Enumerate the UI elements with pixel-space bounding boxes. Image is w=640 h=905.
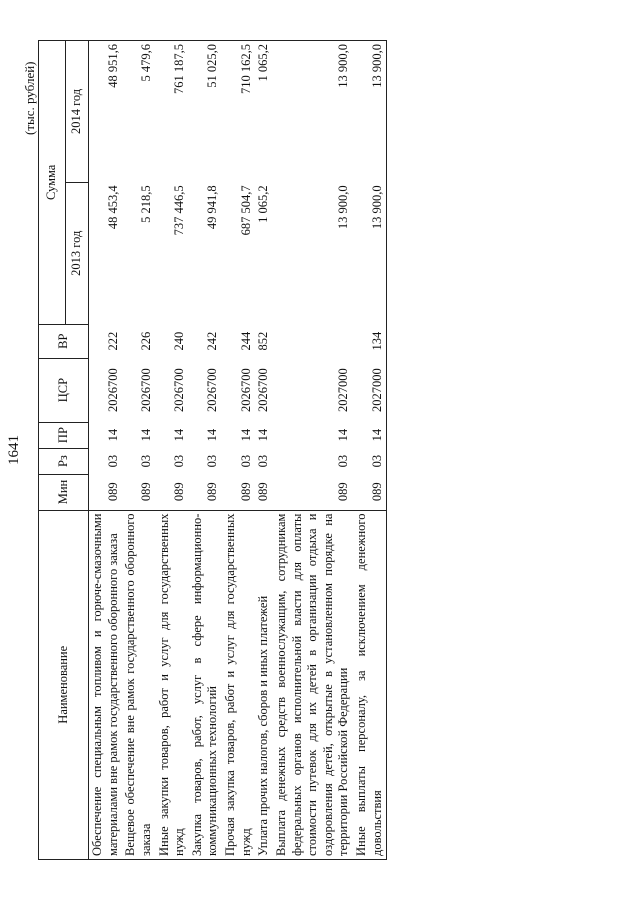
row-rz: 03 (238, 454, 253, 468)
units-note: (тыс. рублей) (22, 61, 37, 135)
row-name: Прочая закупка товаров, работ и услуг для государственных нужд (222, 510, 255, 859)
row-amount-2014: 13 900,0 (273, 41, 353, 183)
row-name: Выплата денежных средств военнослужащим, сотрудникам федеральных органов исполнительной власти для оплаты стоимости путевок для их детей в организации отдыха и оздоровления детей, открытые в установленном порядке на территории Российской Федерации (273, 510, 353, 859)
row-vr: 226 (138, 331, 153, 351)
row-rz: 03 (205, 454, 220, 468)
table-row (273, 41, 353, 860)
row-vr: 244 (238, 331, 253, 351)
header-pr: ПР (39, 422, 89, 448)
row-name: Иные закупки товаров, работ и услуг для государственных нужд (156, 510, 189, 859)
row-amount-2014: 13 900,0 (353, 41, 387, 183)
row-vr: 852 (256, 331, 271, 351)
row-vr (273, 324, 353, 358)
header-year-2013: 2013 год (66, 182, 89, 324)
row-rz: 03 (105, 454, 120, 468)
row-vr: 222 (105, 331, 120, 351)
row-amount-2013: 737 446,5 (172, 185, 187, 236)
row-min: 089 (105, 482, 120, 502)
row-min: 089 (138, 482, 153, 502)
row-min: 089 (172, 482, 187, 502)
table-row (222, 41, 255, 860)
row-csr: 2026700 (238, 368, 253, 412)
page-number: 1641 (6, 435, 22, 465)
table-body (89, 41, 387, 860)
row-csr: 2027000 (353, 358, 387, 422)
row-name: Иные выплаты персоналу, за исключением денежного довольствия (353, 510, 387, 859)
row-rz: 03 (138, 454, 153, 468)
row-pr: 14 (238, 428, 253, 442)
row-min: 089 (336, 482, 351, 502)
row-min: 089 (238, 482, 253, 502)
row-pr: 14 (353, 422, 387, 448)
row-vr: 242 (205, 331, 220, 351)
header-year-2014: 2014 год (66, 41, 89, 183)
row-pr: 14 (336, 428, 351, 442)
header-min: Мин (39, 474, 89, 510)
header-rz: Рз (39, 448, 89, 474)
row-name: Обеспечение специальным топливом и горюче-смазочными материалами вне рамок государственного оборонного заказа (89, 510, 123, 859)
row-min: 089 (353, 474, 387, 510)
row-amount-2013: 49 941,8 (205, 185, 220, 230)
budget-table (38, 40, 387, 860)
row-amount-2014: 48 951,6 (89, 41, 123, 183)
row-rz: 03 (336, 454, 351, 468)
header-sum: Сумма (39, 41, 66, 325)
row-amount-2014: 1 065,2 (255, 41, 273, 183)
row-rz: 03 (172, 454, 187, 468)
header-csr: ЦСР (39, 358, 89, 422)
table-row (189, 41, 222, 860)
row-amount-2013: 13 900,0 (336, 185, 351, 230)
row-amount-2014: 761 187,5 (156, 41, 189, 183)
row-csr: 2026700 (205, 368, 220, 412)
table-row (89, 41, 123, 860)
row-csr: 2026700 (256, 368, 271, 412)
row-amount-2014: 51 025,0 (189, 41, 222, 183)
row-name: Уплата прочих налогов, сборов и иных платежей (255, 510, 273, 859)
table-row (255, 41, 273, 860)
row-pr: 14 (105, 428, 120, 442)
row-csr: 2026700 (172, 368, 187, 412)
row-pr: 14 (138, 428, 153, 442)
row-pr: 14 (205, 428, 220, 442)
row-amount-2013: 48 453,4 (105, 185, 120, 230)
row-amount-2013: 1 065,2 (256, 185, 271, 223)
row-amount-2014: 710 162,5 (222, 41, 255, 183)
row-min: 089 (256, 482, 271, 502)
table-row (122, 41, 155, 860)
table-row (353, 41, 387, 860)
row-pr: 14 (172, 428, 187, 442)
row-pr: 14 (256, 428, 271, 442)
row-amount-2013: 13 900,0 (353, 182, 387, 324)
row-csr: 2026700 (138, 368, 153, 412)
row-vr: 134 (353, 324, 387, 358)
row-name: Закупка товаров, работ, услуг в сфере информационно-коммуникационных технологий (189, 510, 222, 859)
header-vr: ВР (39, 324, 89, 358)
table-header (39, 41, 89, 860)
row-min: 089 (205, 482, 220, 502)
row-name: Вещевое обеспечение вне рамок государственного оборонного заказа (122, 510, 155, 859)
row-vr: 240 (172, 331, 187, 351)
row-amount-2014: 5 479,6 (122, 41, 155, 183)
table-row (156, 41, 189, 860)
header-name: Наименование (39, 510, 89, 859)
row-amount-2013: 5 218,5 (138, 185, 153, 223)
row-rz: 03 (256, 454, 271, 468)
row-amount-2013: 687 504,7 (238, 185, 253, 236)
row-rz: 03 (353, 448, 387, 474)
row-csr: 2026700 (105, 368, 120, 412)
row-csr: 2027000 (336, 368, 351, 412)
